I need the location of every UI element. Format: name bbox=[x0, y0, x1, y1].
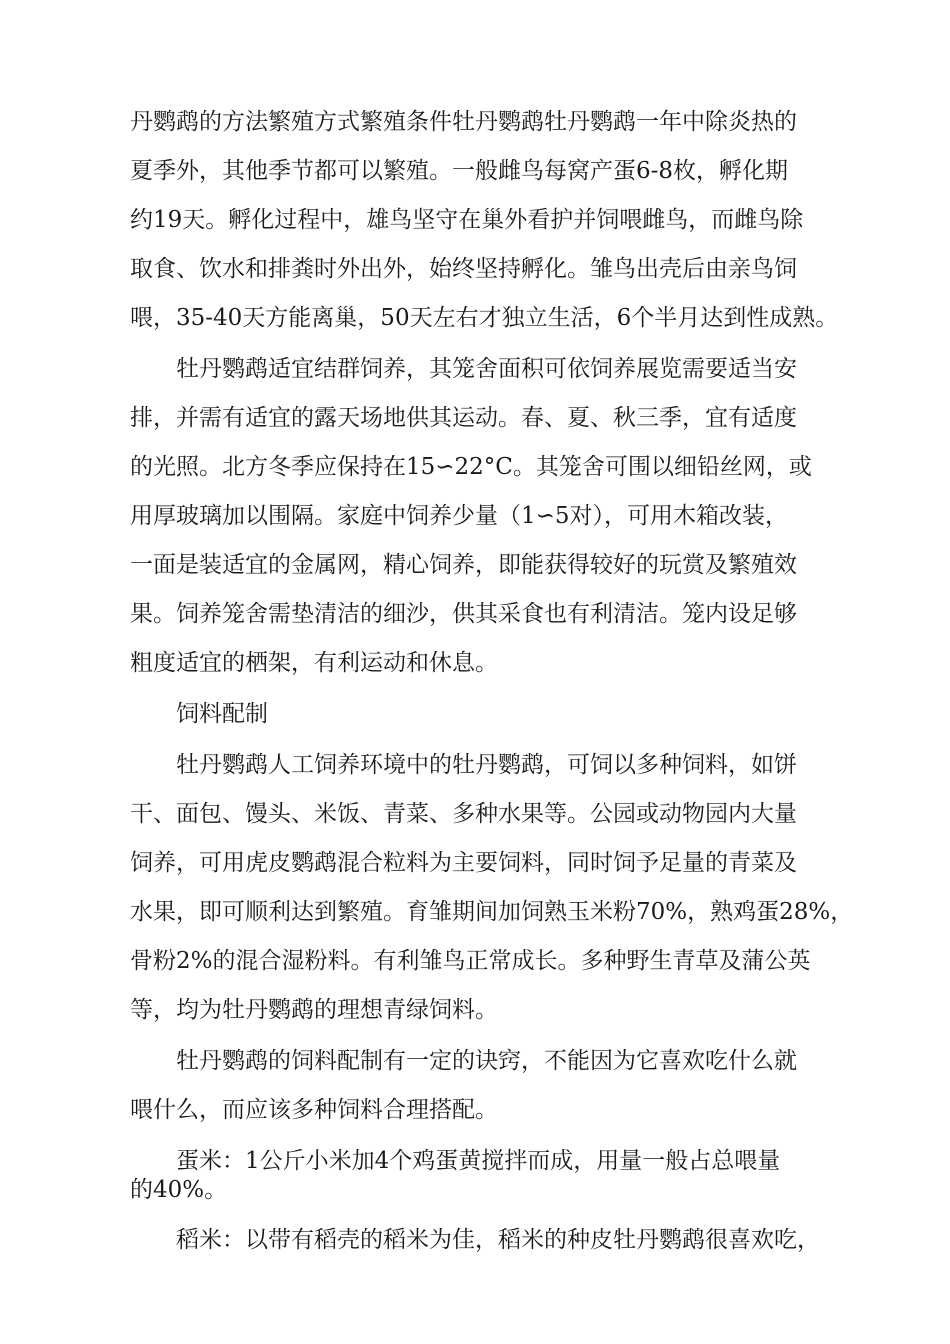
paragraph-line: 喂，35-40天方能离巢，50天左右才独立生活，6个半月达到性成熟。 bbox=[130, 305, 839, 331]
paragraph-line: 丹鹦鹉的方法繁殖方式繁殖条件牡丹鹦鹉牡丹鹦鹉一年中除炎热的 bbox=[130, 109, 797, 135]
paragraph-line: 稻米：以带有稻壳的稻米为佳，稻米的种皮牡丹鹦鹉很喜欢吃， bbox=[176, 1227, 820, 1253]
paragraph-line: 水果，即可顺利达到繁殖。育雏期间加饲熟玉米粉70%，熟鸡蛋28%， bbox=[130, 899, 854, 925]
paragraph-line: 取食、饮水和排粪时外出外，始终坚持孵化。雏鸟出壳后由亲鸟饲 bbox=[130, 256, 797, 282]
paragraph-line: 的光照。北方冬季应保持在15∽22°C。其笼舍可围以细铅丝网，或 bbox=[130, 454, 812, 480]
paragraph-line: 牡丹鹦鹉人工饲养环境中的牡丹鹦鹉，可饲以多种饲料，如饼 bbox=[176, 752, 797, 778]
paragraph-line: 的40%。 bbox=[130, 1177, 228, 1203]
section-heading: 饲料配制 bbox=[176, 701, 268, 727]
paragraph-line: 约19天。孵化过程中，雄鸟坚守在巢外看护并饲喂雌鸟，而雌鸟除 bbox=[130, 207, 804, 233]
paragraph-line: 排，并需有适宜的露天场地供其运动。春、夏、秋三季，宜有适度 bbox=[130, 405, 797, 431]
paragraph-line: 夏季外，其他季节都可以繁殖。一般雌鸟每窝产蛋6-8枚，孵化期 bbox=[130, 158, 789, 184]
paragraph-line: 一面是装适宜的金属网，精心饲养，即能获得较好的玩赏及繁殖效 bbox=[130, 552, 797, 578]
paragraph-line: 蛋米：1公斤小米加4个鸡蛋黄搅拌而成，用量一般占总喂量 bbox=[176, 1148, 781, 1174]
paragraph-line: 等，均为牡丹鹦鹉的理想青绿饲料。 bbox=[130, 997, 498, 1023]
paragraph-line: 果。饲养笼舍需垫清洁的细沙，供其采食也有利清洁。笼内设足够 bbox=[130, 601, 797, 627]
paragraph-line: 饲养，可用虎皮鹦鹉混合粒料为主要饲料，同时饲予足量的青菜及 bbox=[130, 850, 797, 876]
paragraph-line: 干、面包、馒头、米饭、青菜、多种水果等。公园或动物园内大量 bbox=[130, 801, 797, 827]
paragraph-line: 用厚玻璃加以围隔。家庭中饲养少量（1∽5对），可用木箱改装， bbox=[130, 503, 789, 529]
paragraph-line: 喂什么，而应该多种饲料合理搭配。 bbox=[130, 1097, 498, 1123]
paragraph-line: 粗度适宜的栖架，有利运动和休息。 bbox=[130, 650, 498, 676]
paragraph-line: 牡丹鹦鹉适宜结群饲养，其笼舍面积可依饲养展览需要适当安 bbox=[176, 356, 797, 382]
paragraph-line: 骨粉2%的混合湿粉料。有利雏鸟正常成长。多种野生青草及蒲公英 bbox=[130, 948, 811, 974]
paragraph-line: 牡丹鹦鹉的饲料配制有一定的诀窍，不能因为它喜欢吃什么就 bbox=[176, 1048, 797, 1074]
